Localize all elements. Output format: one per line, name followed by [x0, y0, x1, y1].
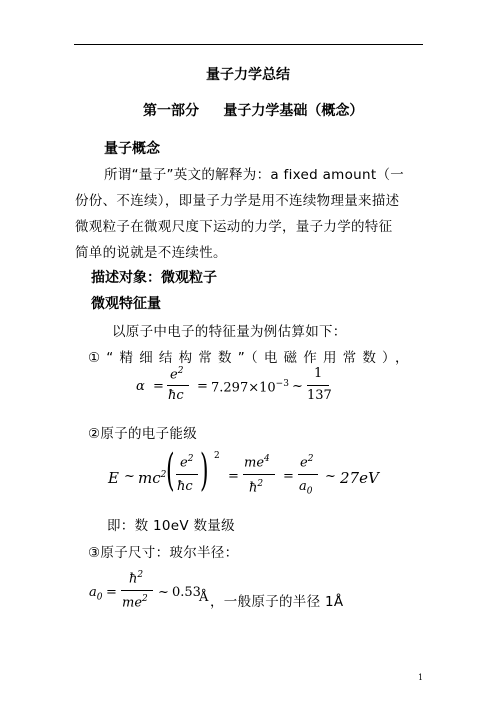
- section-heading-features: 微观特征量: [91, 296, 161, 312]
- paragraph-line: 简单的说就是不连续性。: [75, 245, 227, 261]
- fraction-numerator: $me^4$: [244, 454, 270, 471]
- alpha-value: $7.297\times 10^{-3}$: [211, 379, 289, 396]
- fraction-numerator: $ħ^2$: [129, 570, 144, 587]
- approx-sign: ~: [124, 469, 135, 484]
- mc2-term: $mc^2$: [138, 469, 167, 487]
- fraction-denominator: ħc: [177, 479, 193, 494]
- section-heading-quantum-concept: 量子概念: [104, 141, 160, 157]
- paragraph-line: 份份、不连续），即量子力学是用不连续物理量来描述: [75, 193, 400, 209]
- equals-sign: =: [106, 585, 117, 600]
- approx-sign: ~: [325, 469, 336, 484]
- header-rule: [74, 44, 423, 45]
- fraction-bar: [121, 590, 153, 591]
- fraction-numerator: $e^2$: [300, 454, 314, 471]
- paragraph-line: 所谓“量子”英文的解释为：a fixed amount（一: [104, 167, 405, 183]
- equals-sign: =: [228, 469, 239, 484]
- document-title: 量子力学总结: [206, 67, 290, 83]
- fraction-denominator: $me^2$: [122, 594, 148, 611]
- paragraph-line: 微观粒子在微观尺度下运动的力学，量子力学的特征: [75, 219, 393, 235]
- fraction-numerator: $e^2$: [170, 366, 184, 383]
- fraction-bar: [298, 474, 318, 475]
- approx-numerator: 1: [314, 366, 323, 381]
- approx-sign: ~: [292, 379, 303, 394]
- fraction-denominator: $ħ^2$: [249, 479, 264, 496]
- angstrom-unit: Å: [199, 590, 209, 605]
- item1-label: ①“精细结构常数”（电磁作用常数），: [88, 350, 415, 366]
- part-heading: 第一部分 量子力学基础（概念）: [143, 103, 364, 119]
- fraction-bar: [243, 474, 275, 475]
- approx-denominator: 137: [307, 388, 332, 403]
- exponent: 2: [214, 451, 220, 461]
- item3-label: ③原子尺寸：玻尔半径：: [88, 545, 239, 561]
- fraction-denominator: $a_0$: [299, 479, 313, 497]
- alpha-symbol: α: [136, 379, 145, 394]
- fraction-numerator: $e^2$: [180, 454, 194, 471]
- equals-sign: =: [153, 379, 164, 394]
- page-number: 1: [418, 673, 424, 682]
- fraction-denominator: ħc: [168, 388, 184, 403]
- fraction-bar: [307, 385, 329, 386]
- bohr-value: 0.53: [172, 585, 201, 600]
- item2-label: ②原子的电子能级: [88, 426, 198, 442]
- intro-line: 以原子中电子的特征量为例估算如下：: [112, 324, 347, 340]
- equals-sign: =: [283, 469, 294, 484]
- energy-symbol: E: [108, 469, 119, 487]
- energy-note: 即：数 10eV 数量级: [107, 518, 235, 534]
- section-heading-object: 描述对象：微观粒子: [91, 270, 217, 286]
- bohr-tail: ，一般原子的半径 1Å: [210, 594, 344, 610]
- fraction-bar: [167, 385, 189, 386]
- equals-sign: =: [197, 379, 208, 394]
- right-paren: ): [200, 445, 209, 496]
- energy-result: 27eV: [340, 469, 379, 487]
- fraction-bar: [176, 474, 198, 475]
- left-paren: (: [166, 445, 175, 496]
- approx-sign: ~: [158, 585, 169, 600]
- bohr-symbol: $a_0$: [89, 585, 103, 603]
